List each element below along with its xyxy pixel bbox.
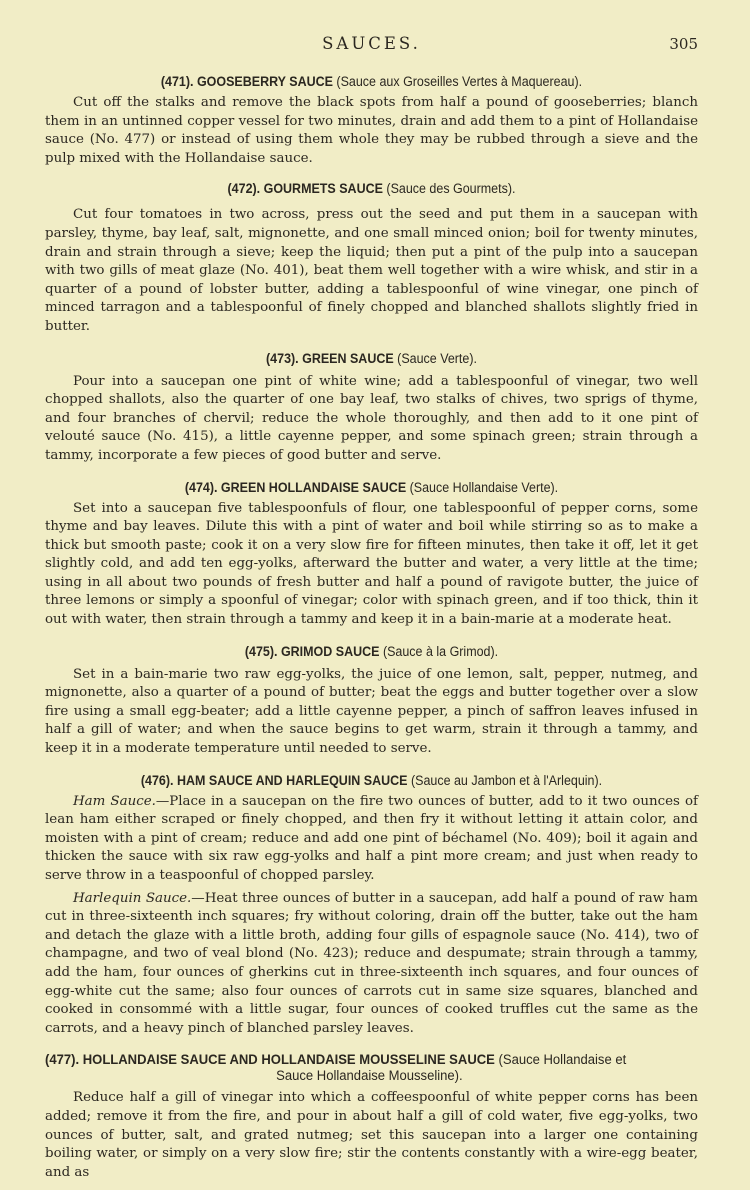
recipe-471	[45, 74, 698, 168]
recipe-number: (474).	[184, 479, 218, 496]
subrecipe-lead: Ham Sauce.	[73, 793, 156, 809]
recipe-number: (475).	[244, 643, 278, 660]
recipe-french-name: (Sauce Hollandaise Verte).	[409, 479, 559, 496]
recipe-french-name: (Sauce Hollandaise et	[498, 1052, 627, 1069]
recipe-french-name: (Sauce à la Grimod).	[382, 643, 499, 660]
recipe-name: HOLLANDAISE SAUCE AND HOLLANDAISE MOUSSELINE SAUCE	[82, 1052, 495, 1069]
recipe-french-name: (Sauce des Gourmets).	[386, 181, 516, 198]
recipe-french-name: (Sauce aux Groseilles Vertes à Maquereau).	[336, 74, 583, 90]
recipe-paragraph	[45, 793, 698, 886]
recipe-title	[84, 351, 659, 367]
recipe-472	[45, 181, 698, 336]
recipe-name: GOURMETS SAUCE	[263, 181, 383, 198]
recipe-french-name-line2: Sauce Hollandaise Mousseline).	[276, 1068, 463, 1085]
subrecipe-text: —Heat three ounces of butter in a saucepan, add half a pound of raw ham cut in three-sixteenth inch squares; fry without coloring, drain off the butter, take out the ham and detach the glaze with a little broth, adding four gills of espagnole sauce (No. 414), two of champagne, and two of veal blond (No. 423); reduce and despumate; strain through a tammy, add the ham, four ounces of gherkins cut in three-sixteenth inch squares, and four ounces of egg-white cut the same; also four ounces of carrots cut in same size squares, blanched and cooked in consommé with a little sugar, four ounces of cooked truffles cut the same as the carrots, and a heavy pinch of blanched parsley leaves.	[45, 890, 699, 1036]
recipe-french-name: (Sauce Verte).	[397, 350, 477, 367]
recipe-name: GOOSEBERRY SAUCE	[196, 74, 333, 90]
recipe-name: GREEN SAUCE	[302, 350, 394, 367]
recipe-name: GREEN HOLLANDAISE SAUCE	[220, 479, 407, 496]
recipe-476	[45, 773, 698, 1039]
recipe-paragraph: Cut four tomatoes in two across, press out the seed and put them in a saucepan with parsley, thyme, bay leaf, salt, mignonette, and one small minced onion; boil for twenty minutes, drain and strain through a sieve; keep the liquid; then put a pint of the pulp into a saucepan with two gills of meat glaze (No. 401), beat them well together with a wire whisk, and stir in a quarter of a pound of lobster butter, adding a tablespoonful of wine vinegar, one pinch of minced tarragon and a tablespoonful of finely chopped and blanched shallots slightly fried in butter.	[45, 207, 698, 334]
recipe-name: GRIMOD SAUCE	[280, 643, 380, 660]
recipe-number: (472).	[227, 181, 261, 198]
recipe-475	[45, 644, 698, 759]
recipe-paragraph: Pour into a saucepan one pint of white wine; add a tablespoonful of vinegar, two well chopped shallots, also the quarter of one bay leaf, two stalks of chives, two sprigs of thyme, and four branches of chervil; reduce the whole thoroughly, and then add to it one pint of velouté sauce (No. 415), a little cayenne pepper, and some spinach green; strain through a tammy, incorporate a few pieces of good butter and serve.	[45, 373, 698, 463]
recipe-title	[84, 773, 659, 789]
recipe-paragraph	[45, 890, 698, 1039]
recipe-name: HAM SAUCE AND HARLEQUIN SAUCE	[176, 772, 408, 789]
page-number: 305	[669, 35, 698, 53]
recipe-title	[84, 74, 659, 90]
recipe-number: (476).	[140, 772, 174, 789]
recipe-paragraph: Set into a saucepan five tablespoonfuls of flour, one tablespoonful of pepper corns, some thyme and bay leaves. Dilute this with a pint of water and boil while stirring so as to make a thick but smooth paste; cook it on a very slow fire for fifteen minutes, then take it off, let it get slightly cold, and add ten egg-yolks, afterward the butter and water, a very little at the time; using in all about two pounds of fresh butter and half a pound of ravigote butter, the juice of three lemons or simply a spoonful of vinegar; color with spinach green, and if too thick, thin it out with water, then strain through a tammy and keep it in a bain-marie at a moderate heat.	[45, 500, 698, 628]
running-head: SAUCES.	[322, 34, 421, 53]
recipe-474	[45, 480, 698, 630]
recipe-477	[45, 1052, 698, 1182]
recipe-french-name: (Sauce au Jambon et à l'Arlequin).	[410, 772, 603, 789]
recipe-paragraph: Cut off the stalks and remove the black spots from half a pound of gooseberries; blanch them in an untinned copper vessel for two minutes, drain and add them to a pint of Hollandaise sauce (No. 477) or instead of using them whole they may be rubbed through a sieve and the pulp mixed with the Hollandaise sauce.	[45, 95, 698, 166]
recipe-473	[45, 351, 698, 466]
subrecipe-lead: Harlequin Sauce.	[73, 890, 192, 906]
recipe-paragraph: Set in a bain-marie two raw egg-yolks, the juice of one lemon, salt, pepper, nutmeg, and mignonette, also a quarter of a pound of butter; beat the eggs and butter together over a slow fire using a small egg-beater; add a little cayenne pepper, a pinch of saffron leaves infused in half a gill of water; and when the sauce begins to get warm, strain it through a tammy, and keep it in a moderate temperature until needed to serve.	[45, 666, 698, 757]
recipe-title	[84, 181, 659, 197]
recipe-number: (473).	[266, 350, 299, 367]
page-header	[45, 34, 698, 64]
recipe-title	[84, 480, 659, 496]
subrecipe-text: —Place in a saucepan on the fire two ounces of butter, add to it two ounces of lean ham either scraped or finely chopped, and then fry it without letting it attain color, and moisten with a pint of cream; reduce and add one pint of béchamel (No. 409); boil it again and thicken the sauce with six raw egg-yolks and half a pint more cream; and just when ready to serve throw in a teaspoonful of chopped parsley.	[45, 793, 698, 883]
recipe-number: (471).	[160, 74, 194, 90]
recipe-paragraph: Reduce half a gill of vinegar into which a coffeespoonful of white pepper corns has been added; remove it from the fire, and pour in about half a gill of cold water, five egg-yolks, two ounces of butter, salt, and grated nutmeg; set this saucepan into a larger one containing boiling water, or simply on a very slow fire; stir the contents constantly with a wire-egg beater, and as	[45, 1090, 698, 1180]
recipe-number: (477).	[45, 1052, 80, 1069]
recipe-title	[84, 644, 659, 660]
recipe-title	[45, 1052, 694, 1084]
